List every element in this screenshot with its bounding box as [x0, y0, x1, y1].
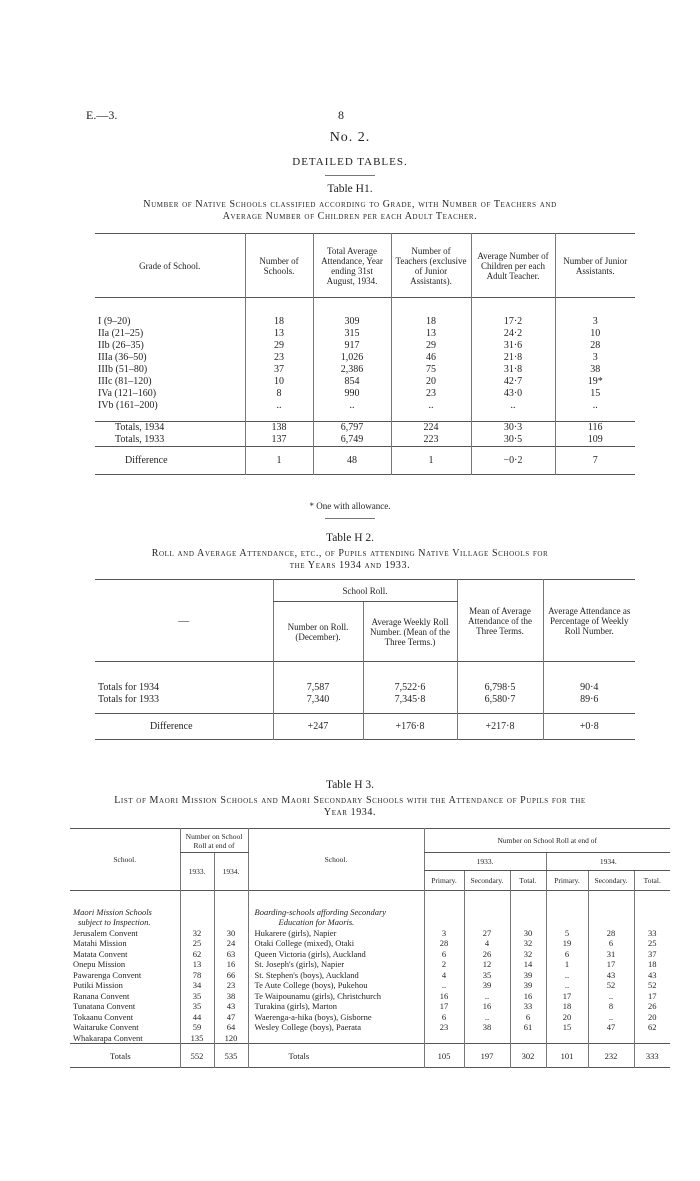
page-number: 8	[338, 108, 344, 122]
table-row: Tokaanu Convent 44 47 Waerenga-a-hika (boys), Gisborne 6 .. 6 20 .. 20	[70, 1012, 670, 1023]
group-heading: Boarding-schools affording Secondary	[248, 907, 424, 918]
year-header: 1934.	[214, 853, 248, 891]
column-header: Number of Schools.	[245, 234, 313, 298]
table-row: Pawarenga Convent 78 66 St. Stephen's (boys), Auckland 4 35 39 .. 43 43	[70, 970, 670, 981]
difference-row: Difference +247 +176·8 +217·8 +0·8	[95, 714, 635, 740]
roll-header: Number on School Roll at end of	[424, 829, 670, 853]
column-header: Grade of School.	[139, 260, 201, 271]
column-header: Primary.	[546, 871, 588, 891]
table-h2-caption-1: Roll and Average Attendance, etc., of Pupils attending Native Village Schools for	[151, 548, 549, 559]
table-h3-caption-2: Year 1934.	[323, 807, 377, 818]
totals-row: Totals, 1934 138 6,797 224 30·3 116	[95, 422, 635, 435]
column-header: Average Attendance as Percentage of Weekly Roll Number.	[543, 580, 635, 662]
group-heading: subject to Inspection.	[78, 917, 151, 927]
column-header: Number of Teachers (exclusive of Junior Assistants).	[391, 234, 471, 298]
column-header: Secondary.	[588, 871, 634, 891]
table-row: Tunatana Convent 35 43 Turakina (girls), Marton 17 16 33 18 8 26	[70, 1001, 670, 1012]
group-heading: Maori Mission Schools	[73, 906, 152, 917]
year-header: 1933.	[424, 853, 546, 871]
column-header: Secondary.	[464, 871, 510, 891]
table-row: IVa (121–160) 8 990 23 43·0 15	[95, 388, 635, 400]
roll-header: Number on School Roll at end of	[180, 829, 248, 853]
table-row: Ranana Convent 35 38 Te Waipounamu (girls), Christchurch 16 .. 16 17 .. 17	[70, 991, 670, 1002]
column-header: Average Number of Children per each Adult Teacher.	[471, 234, 555, 298]
table-row: Whakarapa Convent 135 120	[70, 1033, 670, 1044]
table-row: Putiki Mission 34 23 Te Aute College (boys), Pukehou .. 39 39 .. 52 52	[70, 980, 670, 991]
group-heading: Education for Maoris.	[248, 917, 424, 928]
table-row: IIb (26–35) 29 917 29 31·6 28	[95, 340, 635, 352]
year-header: 1934.	[546, 853, 670, 871]
table-row: I (9–20) 18 309 18 17·2 3	[95, 316, 635, 328]
table-h1	[95, 233, 635, 475]
totals-row: Totals, 1933 137 6,749 223 30·5 109	[95, 434, 635, 447]
table-row: IIIa (36–50) 23 1,026 46 21·8 3	[95, 352, 635, 364]
school-header: School.	[248, 829, 424, 891]
table-row: Totals for 1933 7,340 7,345·8 6,580·7 89·6	[95, 694, 635, 706]
table-h1-caption-2: Average Number of Children per each Adult Teacher.	[222, 211, 478, 222]
section-number: No. 2.	[329, 130, 371, 145]
totals-row: Totals 552 535 Totals 105 197 302 101 232 333	[70, 1044, 670, 1068]
column-header: Number of Junior Assistants.	[555, 234, 635, 298]
table-row: Jerusalem Convent 32 30 Hukarere (girls), Napier 3 27 30 5 28 33	[70, 928, 670, 939]
table-row: Totals for 1934 7,587 7,522·6 6,798·5 90·4	[95, 682, 635, 694]
table-row: Onepu Mission 13 16 St. Joseph's (girls), Napier 2 12 14 1 17 18	[70, 959, 670, 970]
column-header: Total.	[510, 871, 546, 891]
table-row: Waitaruke Convent 59 64 Wesley College (boys), Paerata 23 38 61 15 47 62	[70, 1022, 670, 1033]
column-header: Primary.	[424, 871, 464, 891]
table-h2-label: Table H 2.	[325, 532, 375, 544]
column-header: Mean of Average Attendance of the Three Terms.	[457, 580, 543, 662]
column-header: Total Average Attendance, Year ending 31st August, 1934.	[313, 234, 391, 298]
divider	[325, 518, 375, 519]
title-rule	[325, 175, 375, 176]
column-header: Number on Roll. (December).	[273, 602, 363, 662]
table-h1-caption-1: Number of Native Schools classified according to Grade, with Number of Teachers and	[143, 199, 557, 210]
table-row: IIIb (51–80) 37 2,386 75 31·8 38	[95, 364, 635, 376]
table-h2	[95, 579, 635, 740]
table-row: IIIc (81–120) 10 854 20 42·7 19*	[95, 376, 635, 388]
difference-row: Difference 1 48 1 −0·2 7	[95, 447, 635, 475]
stub-dash: —	[178, 614, 190, 627]
table-row: IVb (161–200) .. .. .. .. ..	[95, 400, 635, 412]
table-h1-footnote: * One with allowance.	[309, 501, 391, 511]
table-h2-caption-2: the Years 1934 and 1933.	[289, 560, 411, 571]
table-h1-label: Table H1.	[327, 183, 373, 195]
column-header: Total.	[634, 871, 670, 891]
school-header: School.	[113, 855, 137, 864]
table-h3	[70, 828, 670, 1068]
document-reference: E.—3.	[86, 108, 118, 122]
group-header: School Roll.	[273, 580, 457, 602]
table-row: Matata Convent 62 63 Queen Victoria (girls), Auckland 6 26 32 6 31 37	[70, 949, 670, 960]
table-row: Matahi Mission 25 24 Otaki College (mixed), Otaki 28 4 32 19 6 25	[70, 938, 670, 949]
column-header: Average Weekly Roll Number. (Mean of the Three Terms.)	[363, 602, 457, 662]
section-title: DETAILED TABLES.	[292, 156, 408, 168]
table-h3-caption-1: List of Maori Mission Schools and Maori Secondary Schools with the Attendance of Pupils for the	[114, 795, 586, 806]
table-h3-label: Table H 3.	[325, 779, 375, 791]
table-row: IIa (21–25) 13 315 13 24·2 10	[95, 328, 635, 340]
year-header: 1933.	[180, 853, 214, 891]
